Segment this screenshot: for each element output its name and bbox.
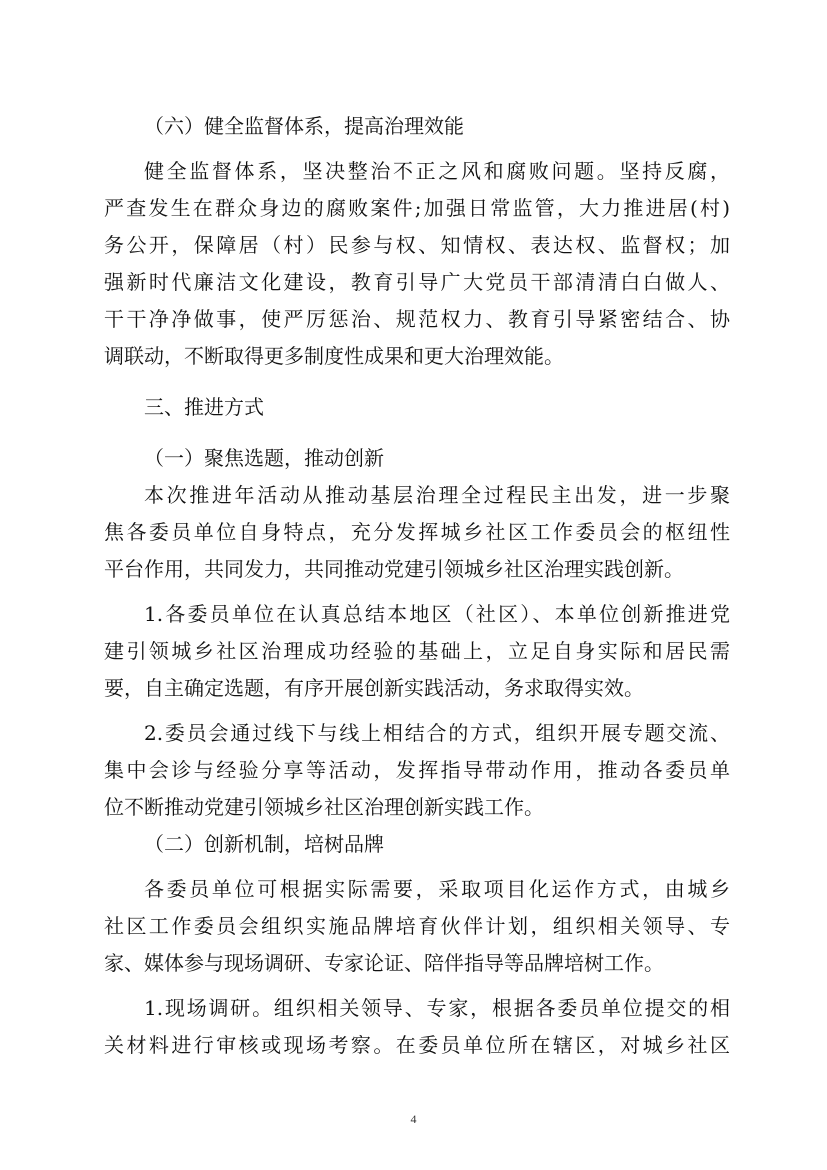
paragraph-brand-building <box>104 871 730 982</box>
paragraph-item-1-2 <box>104 715 730 826</box>
section-heading-three: 三、推进方式 <box>144 395 264 419</box>
text-line: 焦各委员单位自身特点，充分发挥城乡社区工作委员会的枢纽性 <box>104 520 730 544</box>
subheading-one: （一）聚焦选题，推动创新 <box>144 446 384 470</box>
text-line: 干干净净做事，使严厉惩治、规范权力、教育引导紧密结合、协 <box>104 307 730 331</box>
subheading-two: （二）创新机制，培树品牌 <box>144 832 384 856</box>
text-line: 社区工作委员会组织实施品牌培育伙伴计划，组织相关领导、专 <box>104 914 730 938</box>
text-line: 位不断推动党建引领城乡社区治理创新实践工作。 <box>104 795 544 819</box>
paragraph-item-1-1 <box>104 596 730 707</box>
text-line: 本次推进年活动从推动基层治理全过程民主出发，进一步聚 <box>144 483 730 507</box>
text-line: 务公开，保障居（村）民参与权、知情权、表达权、监督权；加 <box>104 233 730 257</box>
text-line: 严查发生在群众身边的腐败案件;加强日常监管，大力推进居(村) <box>104 196 730 220</box>
text-line: 建引领城乡社区治理成功经验的基础上，立足自身实际和居民需 <box>104 639 730 663</box>
subheading-six: （六）健全监督体系，提高治理效能 <box>144 114 464 138</box>
text-line: 1.现场调研。组织相关领导、专家，根据各委员单位提交的相 <box>144 996 730 1020</box>
page-number: 4 <box>410 1112 417 1126</box>
text-line: 1.各委员单位在认真总结本地区（社区）、本单位创新推进党 <box>144 602 730 626</box>
text-line: 调联动，不断取得更多制度性成果和更大治理效能。 <box>104 344 564 368</box>
text-line: 2.委员会通过线下与线上相结合的方式，组织开展专题交流、 <box>144 721 730 745</box>
text-line: 家、媒体参与现场调研、专家论证、陪伴指导等品牌培树工作。 <box>104 951 664 975</box>
text-line: 要，自主确定选题，有序开展创新实践活动，务求取得实效。 <box>104 676 644 700</box>
text-line: 健全监督体系，坚决整治不正之风和腐败问题。坚持反腐， <box>144 159 730 183</box>
paragraph-item-2-1 <box>104 990 730 1064</box>
text-line: 关材料进行审核或现场考察。在委员单位所在辖区，对城乡社区 <box>104 1033 730 1057</box>
paragraph-focus-topics <box>104 477 730 588</box>
paragraph-supervision <box>104 153 730 375</box>
text-line: 强新时代廉洁文化建设，教育引导广大党员干部清清白白做人、 <box>104 270 730 294</box>
text-line: 各委员单位可根据实际需要，采取项目化运作方式，由城乡 <box>144 877 730 901</box>
text-line: 集中会诊与经验分享等活动，发挥指导带动作用，推动各委员单 <box>104 758 730 782</box>
document-body <box>104 108 730 1064</box>
text-line: 平台作用，共同发力，共同推动党建引领城乡社区治理实践创新。 <box>104 557 684 581</box>
